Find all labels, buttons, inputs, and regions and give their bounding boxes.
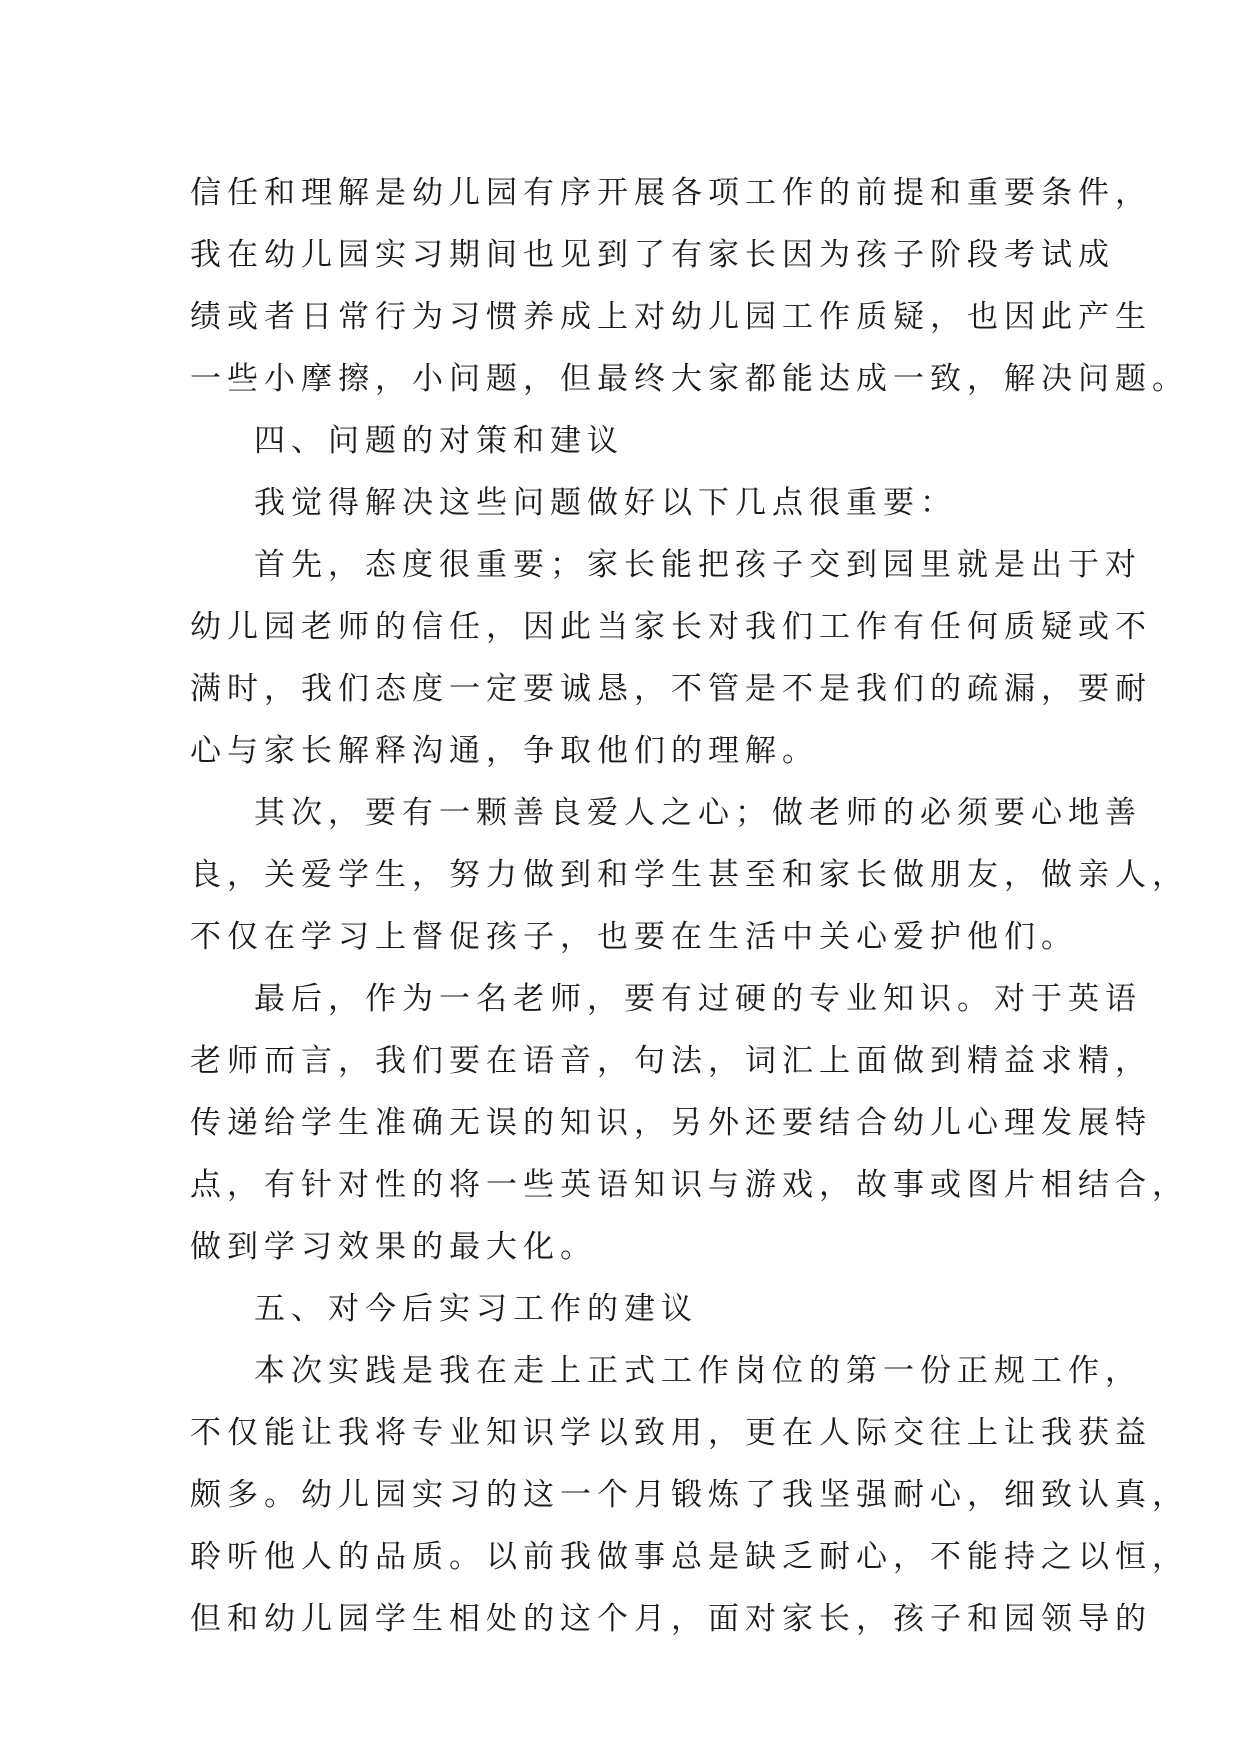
- text-line: 首先，态度很重要；家长能把孩子交到园里就是出于对: [254, 547, 1142, 583]
- text-line: 绩或者日常行为习惯养成上对幼儿园工作质疑，也因此产生: [190, 299, 1152, 335]
- section-heading: 四、问题的对策和建议: [254, 423, 624, 459]
- text-line: 信任和理解是幼儿园有序开展各项工作的前提和重要条件，: [190, 175, 1152, 211]
- text-line: 幼儿园老师的信任，因此当家长对我们工作有任何质疑或不: [190, 609, 1152, 645]
- text-line: 本次实践是我在走上正式工作岗位的第一份正规工作，: [254, 1353, 1142, 1389]
- document-body: [190, 162, 1189, 1650]
- text-line: 良，关爱学生，努力做到和学生甚至和家长做朋友，做亲人，: [190, 857, 1189, 893]
- text-line: 我在幼儿园实习期间也见到了有家长因为孩子阶段考试成: [190, 237, 1115, 273]
- text-line: 不仅在学习上督促孩子，也要在生活中关心爱护他们。: [190, 919, 1078, 955]
- text-line: 不仅能让我将专业知识学以致用，更在人际交往上让我获益: [190, 1415, 1152, 1451]
- text-line: 老师而言，我们要在语音，句法，词汇上面做到精益求精，: [190, 1043, 1152, 1079]
- text-line: 其次，要有一颗善良爱人之心；做老师的必须要心地善: [254, 795, 1142, 831]
- text-line: 聆听他人的品质。以前我做事总是缺乏耐心，不能持之以恒，: [190, 1539, 1189, 1575]
- text-line: 一些小摩擦，小问题，但最终大家都能达成一致，解决问题。: [190, 361, 1189, 397]
- text-line: 最后，作为一名老师，要有过硬的专业知识。对于英语: [254, 981, 1142, 1017]
- text-line: 心与家长解释沟通，争取他们的理解。: [190, 733, 819, 769]
- text-line: 点，有针对性的将一些英语知识与游戏，故事或图片相结合，: [190, 1167, 1189, 1203]
- text-line: 传递给学生准确无误的知识，另外还要结合幼儿心理发展特: [190, 1105, 1152, 1141]
- text-line: 做到学习效果的最大化。: [190, 1229, 597, 1265]
- text-line: 满时，我们态度一定要诚恳，不管是不是我们的疏漏，要耐: [190, 671, 1152, 707]
- text-line: 我觉得解决这些问题做好以下几点很重要：: [254, 485, 957, 521]
- section-heading: 五、对今后实习工作的建议: [254, 1291, 698, 1327]
- text-line: 颇多。幼儿园实习的这一个月锻炼了我坚强耐心，细致认真，: [190, 1477, 1189, 1513]
- text-line: 但和幼儿园学生相处的这个月，面对家长，孩子和园领导的: [190, 1601, 1152, 1637]
